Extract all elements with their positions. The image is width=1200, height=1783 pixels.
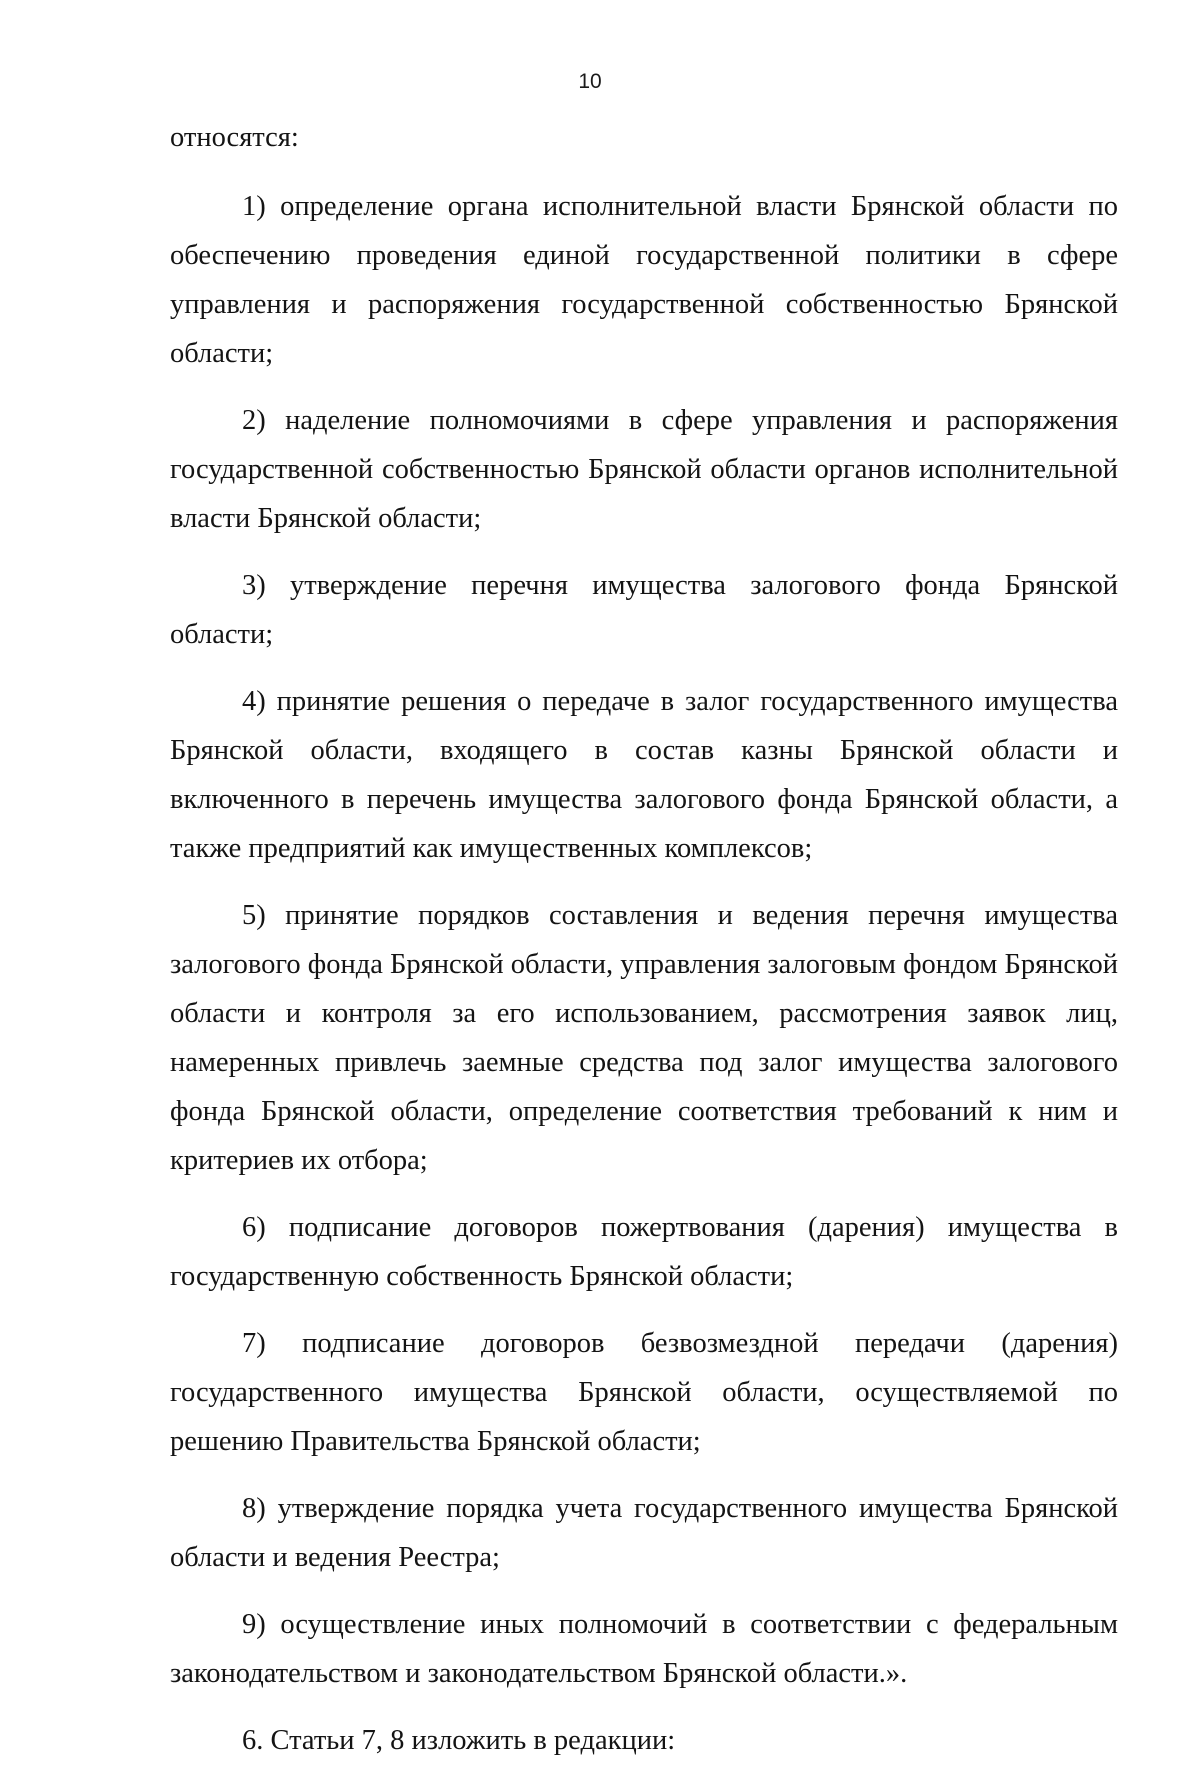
list-item-2: 2) наделение полномочиями в сфере управления и распоряжения государственной собственностью Брянской области органов исполнительной власти Брянской области; — [170, 405, 1118, 534]
document-body — [170, 113, 1118, 1783]
list-item-8: 8) утверждение порядка учета государственного имущества Брянской области и ведения Реестра; — [170, 1493, 1118, 1573]
list-item-9: 9) осуществление иных полномочий в соответствии с федеральным законодательством и законодательством Брянской области.». — [170, 1609, 1118, 1689]
paragraph-intro: относятся: — [170, 122, 299, 153]
section-heading-6: 6. Статьи 7, 8 изложить в редакции: — [242, 1725, 676, 1756]
page-number: 10 — [578, 70, 602, 93]
list-item-4: 4) принятие решения о передаче в залог государственного имущества Брянской области, входящего в состав казны Брянской области и включенного в перечень имущества залогового фонда Брянской области, а также предприятий как имущественных комплексов; — [170, 686, 1118, 864]
list-item-7: 7) подписание договоров безвозмездной передачи (дарения) государственного имущества Брянской области, осуществляемой по решению Правительства Брянской области; — [170, 1328, 1118, 1457]
list-item-5: 5) принятие порядков составления и ведения перечня имущества залогового фонда Брянской области, управления залоговым фондом Брянской области и контроля за его использованием, рассмотрения заявок лиц, намеренных привлечь заемные средства под залог имущества залогового фонда Брянской области, определение соответствия требований к ним и критериев их отбора; — [170, 900, 1118, 1176]
list-item-1: 1) определение органа исполнительной власти Брянской области по обеспечению проведения единой государственной политики в сфере управления и распоряжения государственной собственностью Брянской области; — [170, 191, 1118, 369]
list-item-3: 3) утверждение перечня имущества залогового фонда Брянской области; — [170, 570, 1118, 650]
list-item-6: 6) подписание договоров пожертвования (дарения) имущества в государственную собственность Брянской области; — [170, 1212, 1118, 1292]
